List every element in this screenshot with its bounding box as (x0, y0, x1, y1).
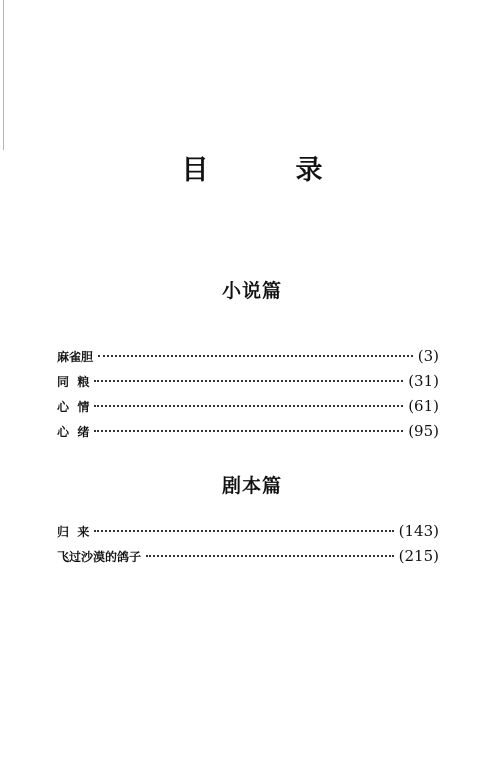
dot-leader (94, 530, 393, 532)
entry-page-number: (3) (417, 347, 439, 365)
dot-leader (146, 555, 394, 557)
entry-title: 心 情 (57, 400, 90, 414)
entry-title: 麻雀胆 (57, 350, 94, 364)
toc-entry[interactable] (57, 522, 439, 547)
toc-entry[interactable] (57, 347, 439, 372)
page-edge-line (3, 0, 4, 150)
toc-list-drama (57, 522, 439, 572)
dot-leader (94, 380, 403, 382)
entry-page-number: (95) (408, 422, 439, 440)
section-title-fiction: 小说篇 (221, 280, 282, 302)
toc-entry[interactable] (57, 372, 439, 397)
toc-entry[interactable] (57, 397, 439, 422)
toc-list-fiction (57, 347, 439, 447)
entry-page-number: (143) (398, 522, 439, 540)
dot-leader (94, 430, 403, 432)
dot-leader (98, 355, 413, 357)
entry-title: 归 来 (57, 525, 90, 539)
entry-page-number: (215) (398, 547, 439, 565)
toc-entry[interactable] (57, 547, 439, 572)
section-title-drama: 剧本篇 (221, 475, 282, 497)
toc-entry[interactable] (57, 422, 439, 447)
page-title: 目 录 (181, 155, 353, 186)
entry-title: 心 绪 (57, 425, 90, 439)
entry-page-number: (31) (408, 372, 439, 390)
entry-page-number: (61) (408, 397, 439, 415)
dot-leader (94, 405, 403, 407)
entry-title: 飞过沙漠的鸽子 (57, 550, 142, 564)
entry-title: 同 粮 (57, 375, 90, 389)
